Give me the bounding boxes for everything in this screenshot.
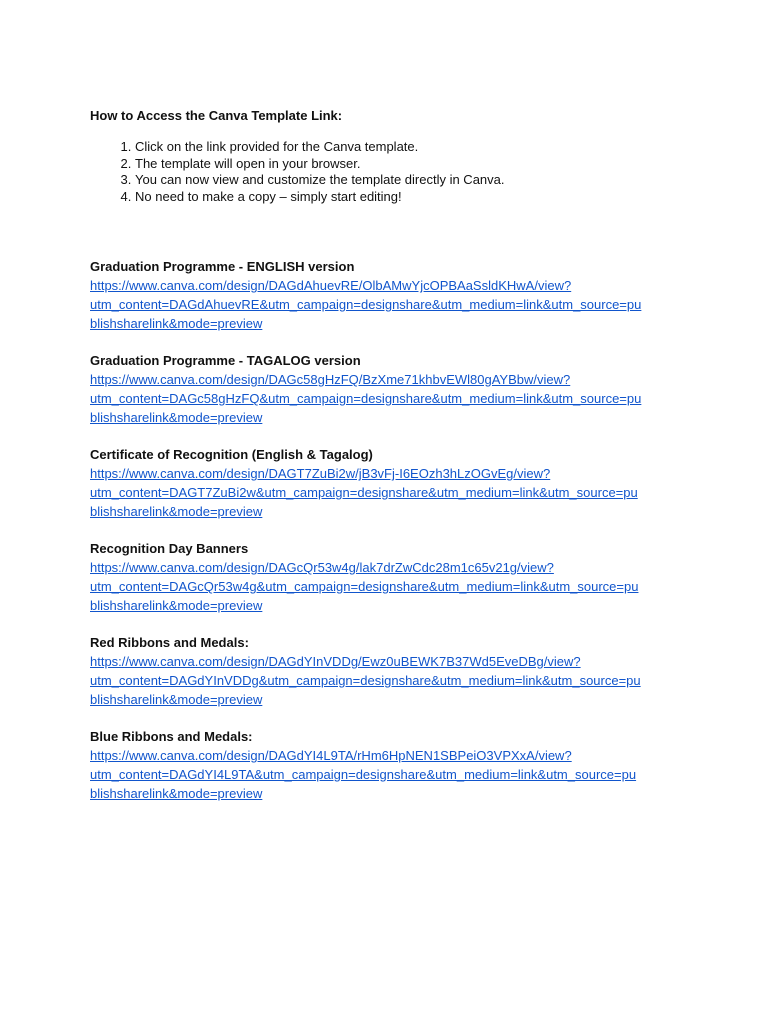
section-blue-ribbons <box>90 727 690 803</box>
instructions-heading: How to Access the Canva Template Link: <box>90 108 343 123</box>
canva-link[interactable]: https://www.canva.com/design/DAGcQr53w4g/lak7drZwCdc28m1c65v21g/view? utm_content=DAGcQr53w4g&utm_campaign=designshare&utm_medium=link&utm_source=pu blishsharelink&mode=preview <box>90 560 639 613</box>
step-item: 1. Click on the link provided for the Canva template. <box>135 139 690 156</box>
section-title: Graduation Programme - TAGALOG version <box>90 353 361 368</box>
section-banners <box>90 539 690 615</box>
spacer <box>90 205 690 257</box>
step-item: 3. You can now view and customize the template directly in Canva. <box>135 172 690 189</box>
section-title: Recognition Day Banners <box>90 541 249 556</box>
step-item: 2. The template will open in your browser. <box>135 156 690 173</box>
section-title: Blue Ribbons and Medals: <box>90 729 253 744</box>
section-title: Red Ribbons and Medals: <box>90 635 249 650</box>
section-title: Certificate of Recognition (English & Tagalog) <box>90 447 373 462</box>
canva-link[interactable]: https://www.canva.com/design/DAGc58gHzFQ/BzXme71khbvEWl80gAYBbw/view? utm_content=DAGc58gHzFQ&utm_campaign=designshare&utm_medium=link&utm_source=pu blishsharelink&mode=preview <box>90 372 642 425</box>
canva-link[interactable]: https://www.canva.com/design/DAGT7ZuBi2w/jB3vFj-I6EOzh3hLzOGvEg/view? utm_content=DAGT7ZuBi2w&utm_campaign=designshare&utm_medium=link&utm_source=pu blishsharelink&mode=preview <box>90 466 638 519</box>
section-title: Graduation Programme - ENGLISH version <box>90 259 355 274</box>
instructions-steps <box>90 139 690 205</box>
canva-link[interactable]: https://www.canva.com/design/DAGdAhuevRE/OlbAMwYjcOPBAaSsldKHwA/view? utm_content=DAGdAhuevRE&utm_campaign=designshare&utm_medium=link&utm_source=pu blishsharelink&mode=preview <box>90 278 642 331</box>
section-graduation-tagalog <box>90 351 690 427</box>
section-certificate <box>90 445 690 521</box>
section-red-ribbons <box>90 633 690 709</box>
step-item: 4. No need to make a copy – simply start editing! <box>135 189 690 206</box>
document-content <box>90 106 690 821</box>
canva-link[interactable]: https://www.canva.com/design/DAGdYInVDDg/Ewz0uBEWK7B37Wd5EveDBg/view? utm_content=DAGdYInVDDg&utm_campaign=designshare&utm_medium=link&utm_source=pu blishsharelink&mode=preview <box>90 654 641 707</box>
section-graduation-english <box>90 257 690 333</box>
canva-link[interactable]: https://www.canva.com/design/DAGdYI4L9TA/rHm6HpNEN1SBPeiO3VPXxA/view? utm_content=DAGdYI4L9TA&utm_campaign=designshare&utm_medium=link&utm_source=pu blishsharelink&mode=preview <box>90 748 637 801</box>
